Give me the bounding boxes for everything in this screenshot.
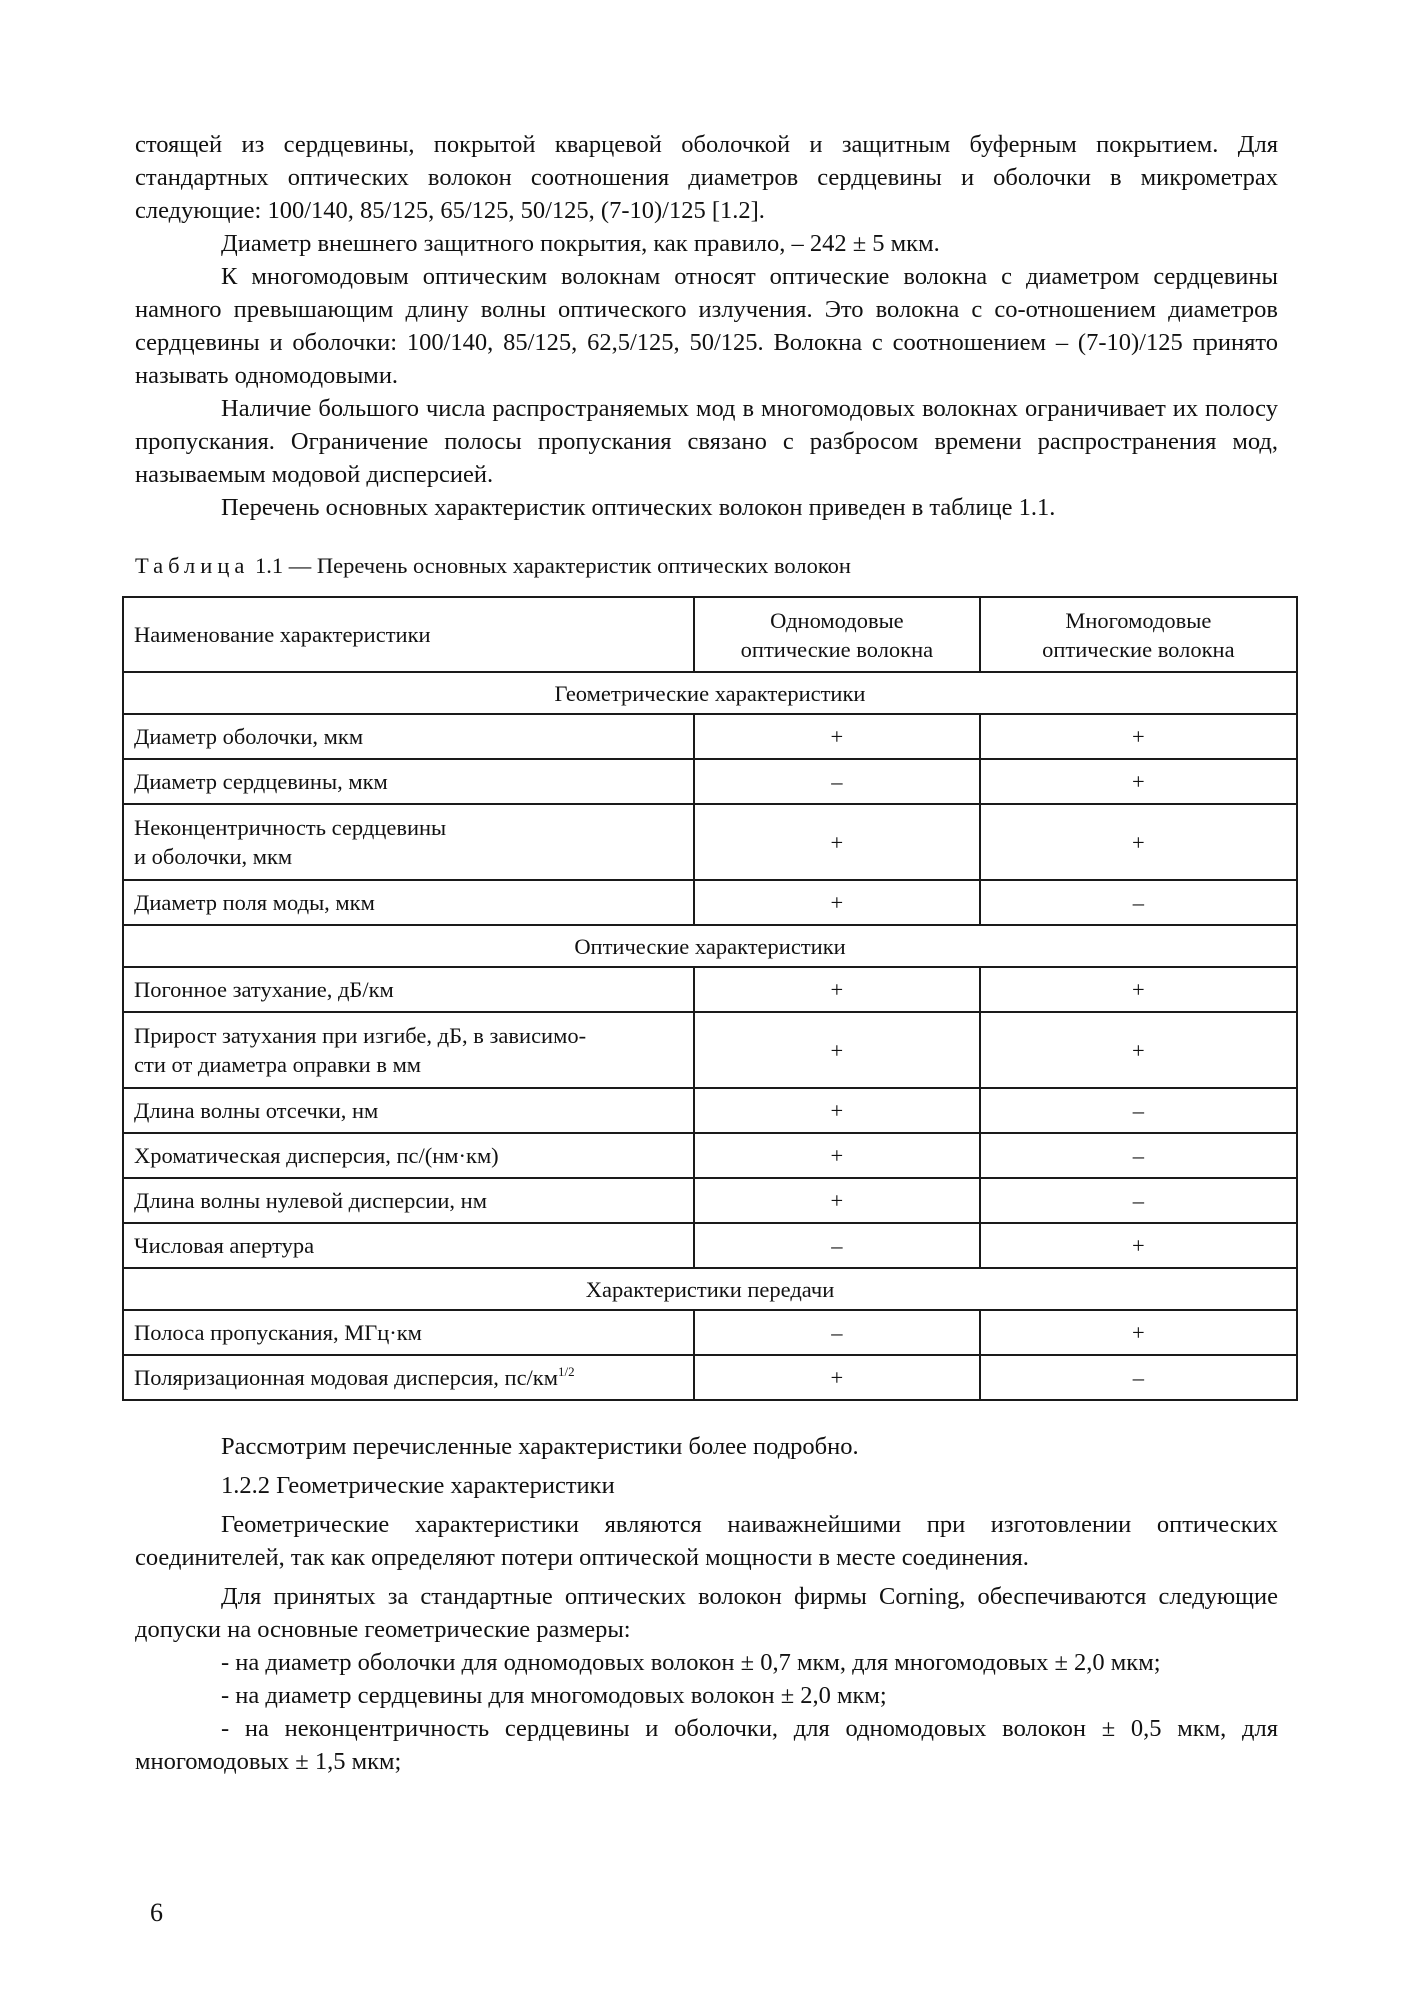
row-name-line1: Неконцентричность сердцевины	[134, 815, 447, 840]
row-name-superscript: 1/2	[557, 1364, 575, 1379]
row-name-line2: сти от диаметра оправки в мм	[134, 1052, 422, 1077]
table-caption	[135, 551, 851, 581]
row-name	[123, 1355, 694, 1400]
row-multimode-value: –	[980, 1355, 1297, 1400]
table-row	[123, 1310, 1297, 1355]
row-multimode-value: –	[980, 880, 1297, 925]
row-singlemode-value: +	[694, 967, 980, 1012]
table-row	[123, 1088, 1297, 1133]
page-number: 6	[150, 1898, 163, 1927]
row-name: Длина волны отсечки, нм	[123, 1088, 694, 1133]
header-multimode-line2: оптические волокна	[1042, 636, 1235, 662]
row-multimode-value: +	[980, 1223, 1297, 1268]
fiber-characteristics-table	[122, 596, 1298, 1401]
header-singlemode	[694, 597, 980, 672]
paragraph-corning-tolerances: Для принятых за стандартные оптических волокон фирмы Corning, обеспечиваются следующие допуски на основные геометрические размеры:	[135, 1583, 1278, 1643]
header-singlemode-line2: оптические волокна	[740, 636, 934, 662]
row-singlemode-value: +	[694, 1133, 980, 1178]
row-singlemode-value: –	[694, 1223, 980, 1268]
row-name: Числовая апертура	[123, 1223, 694, 1268]
row-singlemode-value: +	[694, 880, 980, 925]
header-multimode-line1: Многомодовые	[1065, 607, 1212, 633]
row-singlemode-value: +	[694, 1088, 980, 1133]
bottom-text-block	[135, 1430, 1278, 1778]
table-caption-label: Таблица	[135, 553, 250, 578]
paragraph-modal-dispersion: Наличие большого числа распространяемых мод в многомодовых волокнах ограничивает их полосу пропускания. Ограничение полосы пропускания связано с разбросом времени распространения мод, называемым модовой дисперсией.	[135, 395, 1278, 488]
row-multimode-value: –	[980, 1088, 1297, 1133]
row-name: Диаметр сердцевины, мкм	[123, 759, 694, 804]
row-singlemode-value: +	[694, 714, 980, 759]
row-name: Диаметр оболочки, мкм	[123, 714, 694, 759]
row-name	[123, 804, 694, 880]
row-singlemode-value: –	[694, 1310, 980, 1355]
section-title: Геометрические характеристики	[123, 672, 1297, 714]
header-singlemode-line1: Одномодовые	[770, 607, 904, 633]
table-row	[123, 1178, 1297, 1223]
section-title: Оптические характеристики	[123, 925, 1297, 967]
paragraph-coating-diameter: Диаметр внешнего защитного покрытия, как правило, – 242 ± 5 мкм.	[221, 230, 940, 257]
table-row	[123, 759, 1297, 804]
table-row	[123, 1223, 1297, 1268]
table-row	[123, 967, 1297, 1012]
row-name-line1: Прирост затухания при изгибе, дБ, в зависимо-	[134, 1023, 587, 1048]
section-heading-1-2-2: 1.2.2 Геометрические характеристики	[221, 1472, 615, 1499]
row-multimode-value: –	[980, 1178, 1297, 1223]
paragraph-intro-detail: Рассмотрим перечисленные характеристики более подробно.	[221, 1433, 859, 1460]
table-row	[123, 804, 1297, 880]
row-name: Длина волны нулевой дисперсии, нм	[123, 1178, 694, 1223]
table-row	[123, 1355, 1297, 1400]
row-multimode-value: +	[980, 759, 1297, 804]
row-name: Полоса пропускания, МГц·км	[123, 1310, 694, 1355]
row-singlemode-value: –	[694, 759, 980, 804]
section-row-optical	[123, 925, 1297, 967]
paragraph-continuation: стоящей из сердцевины, покрытой кварцевой оболочкой и защитным буферным покрытием. Для стандартных оптических волокон соотношения диаметров сердцевины и оболочки в микрометрах следующие: 100/140, 85/125, 65/125, 50/125, (7-10)/125 [1.2].	[135, 131, 1278, 224]
table-row	[123, 1133, 1297, 1178]
row-singlemode-value: +	[694, 1355, 980, 1400]
header-characteristic-name: Наименование характеристики	[123, 597, 694, 672]
paragraph-table-reference: Перечень основных характеристик оптических волокон приведен в таблице 1.1.	[221, 494, 1056, 521]
row-multimode-value: +	[980, 1012, 1297, 1088]
row-multimode-value: +	[980, 967, 1297, 1012]
row-name	[123, 1012, 694, 1088]
row-name: Погонное затухание, дБ/км	[123, 967, 694, 1012]
list-item-cladding-tolerance: - на диаметр оболочки для одномодовых волокон ± 0,7 мкм, для многомодовых ± 2,0 мкм;	[221, 1649, 1161, 1676]
row-name-text: Поляризационная модовая дисперсия, пс/км	[134, 1365, 558, 1390]
paragraph-geometric-importance: Геометрические характеристики являются наиважнейшими при изготовлении оптических соединителей, так как определяют потери оптической мощности в месте соединения.	[135, 1511, 1278, 1571]
table-caption-title: 1.1 — Перечень основных характеристик оптических волокон	[249, 553, 851, 578]
row-name: Хроматическая дисперсия, пс/(нм·км)	[123, 1133, 694, 1178]
paragraph-multimode-definition: К многомодовым оптическим волокнам относят оптические волокна с диаметром сердцевины намного превышающим длину волны оптического излучения. Это волокна с со-отношением диаметров сердцевины и оболочки: 100/140, 85/125, 62,5/125, 50/125. Волокна с соотношением – (7-10)/125 принято называть одномодовыми.	[135, 263, 1278, 389]
header-multimode	[980, 597, 1297, 672]
table-header-row	[123, 597, 1297, 672]
section-row-transmission	[123, 1268, 1297, 1310]
list-item-core-tolerance: - на диаметр сердцевины для многомодовых волокон ± 2,0 мкм;	[221, 1682, 887, 1709]
row-singlemode-value: +	[694, 804, 980, 880]
table-row	[123, 1012, 1297, 1088]
row-multimode-value: –	[980, 1133, 1297, 1178]
row-multimode-value: +	[980, 804, 1297, 880]
row-name-line2: и оболочки, мкм	[134, 844, 293, 869]
row-multimode-value: +	[980, 1310, 1297, 1355]
row-name: Диаметр поля моды, мкм	[123, 880, 694, 925]
top-text-block	[135, 128, 1278, 524]
row-multimode-value: +	[980, 714, 1297, 759]
section-row-geometric	[123, 672, 1297, 714]
table-row	[123, 880, 1297, 925]
row-singlemode-value: +	[694, 1178, 980, 1223]
list-item-concentricity-tolerance: - на неконцентричность сердцевины и оболочки, для одномодовых волокон ± 0,5 мкм, для многомодовых ± 1,5 мкм;	[135, 1715, 1278, 1775]
table-row	[123, 714, 1297, 759]
section-title: Характеристики передачи	[123, 1268, 1297, 1310]
row-singlemode-value: +	[694, 1012, 980, 1088]
